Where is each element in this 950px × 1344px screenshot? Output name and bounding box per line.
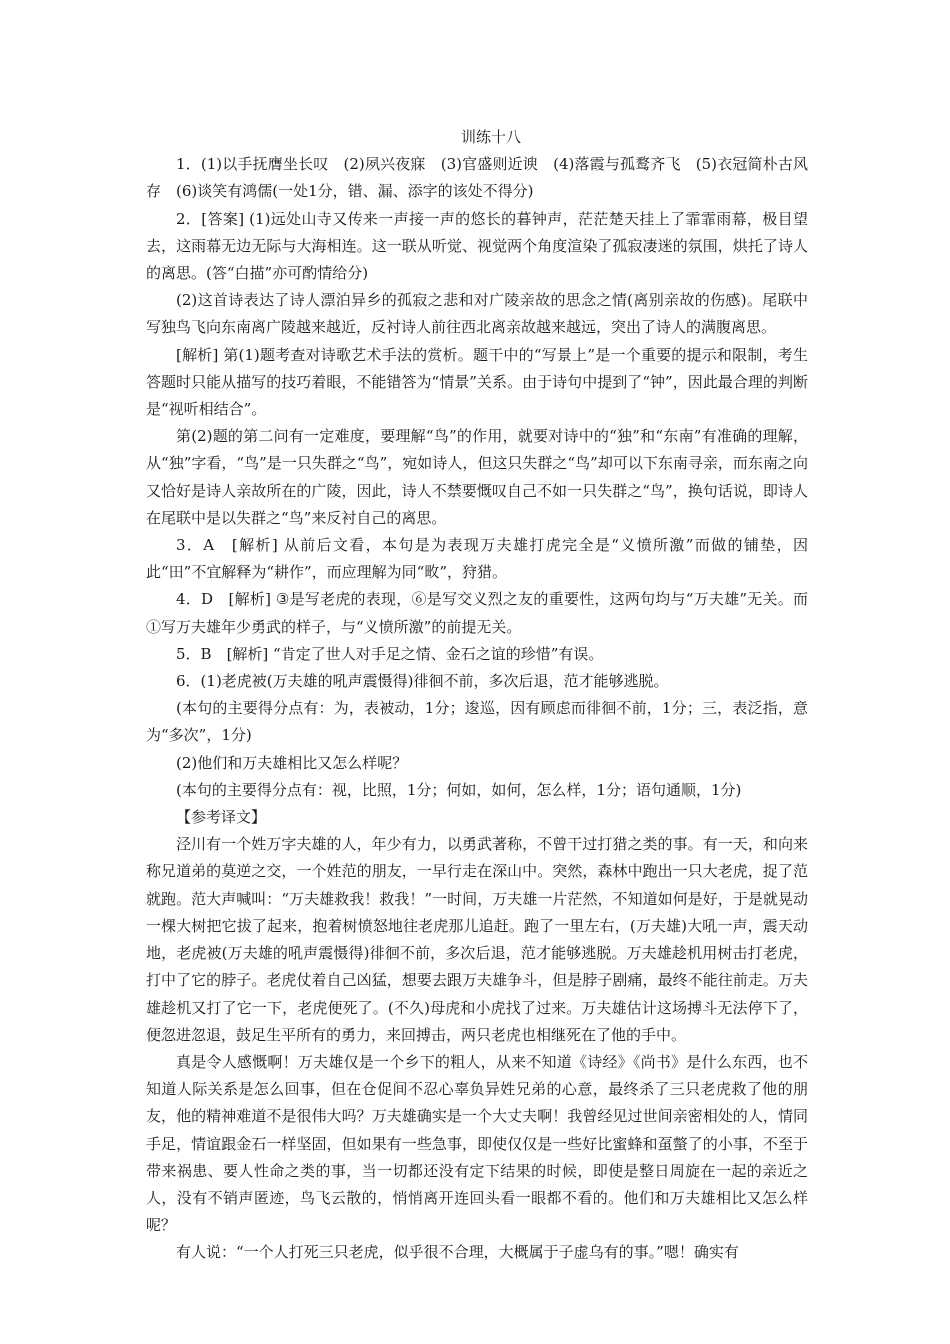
paragraph: 【参考译文】 — [176, 808, 267, 827]
paragraph: 3．A [解析] 从前后文看，本句是为表现万夫雄打虎完全是“义愤所激”而做的铺垫，因此“田”不宜解释为“耕作”，而应理解为同“畋”，狩猎。 — [146, 536, 808, 582]
paragraph: (本句的主要得分点有：为，表被动，1分；逡巡，因有顾虑而徘徊不前，1分；三，表泛指，意为“多次”，1分) — [146, 699, 808, 745]
paragraph: 第(2)题的第二问有一定难度，要理解“鸟”的作用，就要对诗中的“独”和“东南”有准确的理解，从“独”字看，“鸟”是一只失群之“鸟”，宛如诗人，但这只失群之“鸟”却可以下东南寻亲，而东南之向又恰好是诗人亲故所在的广陵，因此，诗人不禁要慨叹自己不如一只失群之“鸟”，换句话说，即诗人在尾联中是以失群之“鸟”来反衬自己的离思。 — [146, 427, 808, 527]
paragraph: (本句的主要得分点有：视，比照，1分；何如，如何，怎么样，1分；语句通顺，1分) — [176, 780, 742, 799]
paragraph: 有人说：“一个人打死三只老虎，似乎很不合理，大概属于子虚乌有的事。”嗯！确实有 — [176, 1243, 739, 1262]
paragraph: 泾川有一个姓万字夫雄的人，年少有力，以勇武著称，不曾干过打猎之类的事。有一天，和向来称兄道弟的莫逆之交，一个姓范的朋友，一早行走在深山中。突然，森林中跑出一只大老虎，捉了范就跑。范大声喊叫：“万夫雄救我！救我！”一时间，万夫雄一片茫然，不知道如何是好，于是就晃动一棵大树把它拔了起来，抱着树愤怒地往老虎那儿追赶。跑了一里左右，(万夫雄)大吼一声，震天动地，老虎被(万夫雄的吼声震慑得)徘徊不前，多次后退，范才能够逃脱。万夫雄趁机用树击打老虎，打中了它的脖子。老虎仗着自己凶猛，想要去跟万夫雄争斗，但是脖子剧痛，最终不能往前走。万夫雄趁机又打了它一下，老虎便死了。(不久)母虎和小虎找了过来。万夫雄估计这场搏斗无法停下了，便忽进忽退，鼓足生平所有的勇力，来回搏击，两只老虎也相继死在了他的手中。 — [146, 835, 808, 1044]
paragraph: 6．(1)老虎被(万夫雄的吼声震慑得)徘徊不前，多次后退，范才能够逃脱。 — [176, 672, 669, 691]
paragraph: 1．(1)以手抚膺坐长叹 (2)夙兴夜寐 (3)官盛则近谀 (4)落霞与孤鹜齐飞 (5)衣冠简朴古风存 (6)谈笑有鸿儒(一处1分，错、漏、添字的该处不得分) — [146, 155, 808, 201]
paragraph: 真是令人感慨啊！万夫雄仅是一个乡下的粗人，从来不知道《诗经》《尚书》是什么东西，也不知道人际关系是怎么回事，但在仓促间不忍心辜负异姓兄弟的心意，最终杀了三只老虎救了他的朋友，他的精神难道不是很伟大吗？万夫雄确实是一个大丈夫啊！我曾经见过世间亲密相处的人，情同手足，情谊跟金石一样坚固，但如果有一些急事，即使仅仅是一些好比蜜蜂和虿螫了的小事，不至于带来祸患、要人性命之类的事，当一切都还没有定下结果的时候，即使是整日周旋在一起的亲近之人，没有不销声匿迹，鸟飞云散的，悄悄离开连回头看一眼都不看的。他们和万夫雄相比又怎么样呢？ — [146, 1052, 808, 1235]
document-body — [146, 151, 808, 1266]
paragraph: 4．D [解析] ③是写老虎的表现，⑥是写交义烈之友的重要性，这两句均与“万夫雄”无关。而①写万夫雄年少勇武的样子，与“义愤所激”的前提无关。 — [146, 590, 808, 636]
document-title: 训练十八 — [460, 128, 521, 146]
paragraph: (2)他们和万夫雄相比又怎么样呢？ — [176, 753, 408, 772]
document-page — [146, 124, 808, 1267]
paragraph: 5．B [解析] “肯定了世人对手足之情、金石之谊的珍惜”有误。 — [176, 644, 604, 663]
paragraph: 2．[答案] (1)远处山寺又传来一声接一声的悠长的暮钟声，茫茫楚天挂上了霏霏雨幕，极目望去，这雨幕无边无际与大海相连。这一联从听觉、视觉两个角度渲染了孤寂凄迷的氛围，烘托了诗人的离思。(答“白描”亦可酌情给分) — [146, 209, 808, 283]
paragraph: [解析] 第(1)题考查对诗歌艺术手法的赏析。题干中的“写景上”是一个重要的提示和限制，考生答题时只能从描写的技巧着眼，不能错答为“情景”关系。由于诗句中提到了“钟”，因此最合理的判断是“视听相结合”。 — [146, 345, 808, 419]
paragraph: (2)这首诗表达了诗人漂泊异乡的孤寂之悲和对广陵亲故的思念之情(离别亲故的伤感)。尾联中写独鸟飞向东南离广陵越来越近，反衬诗人前往西北离亲故越来越远，突出了诗人的满腹离思。 — [146, 291, 808, 337]
